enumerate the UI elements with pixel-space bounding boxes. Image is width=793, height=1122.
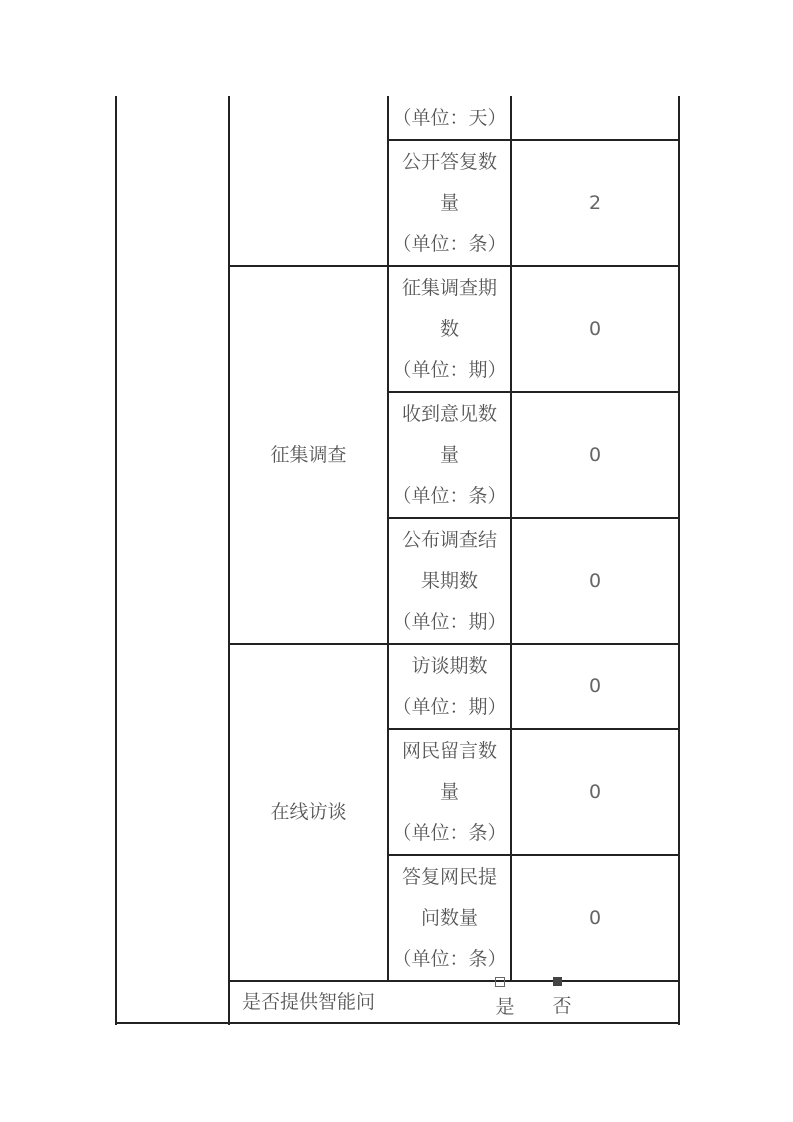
table-bottom-border bbox=[115, 1022, 680, 1024]
reply-days-unit-cell bbox=[389, 98, 510, 139]
label-line: 公布调查结 bbox=[401, 528, 497, 551]
unit-label: （单位：期） bbox=[392, 695, 507, 718]
option-yes-label: 是 bbox=[495, 995, 515, 1018]
label-line: 公开答复数 bbox=[401, 150, 497, 173]
interview-sessions-value: 0 bbox=[588, 675, 602, 697]
interview-group-label: 在线访谈 bbox=[270, 801, 347, 823]
label-line: 网民留言数 bbox=[401, 739, 497, 762]
unit-label: （单位：期） bbox=[392, 610, 507, 633]
interview-answers-label-cell bbox=[389, 856, 510, 980]
checkbox-empty-icon[interactable] bbox=[495, 977, 505, 987]
unit-label: （单位：条） bbox=[392, 232, 507, 255]
smart-qa-label: 是否提供智能问 bbox=[241, 990, 375, 1013]
unit-label: （单位：条） bbox=[392, 821, 507, 844]
label-line: 访谈期数 bbox=[411, 654, 488, 677]
public-reply-label-cell bbox=[389, 141, 510, 265]
survey-results-value: 0 bbox=[588, 569, 602, 592]
survey-issues-value: 0 bbox=[588, 317, 602, 340]
survey-issues-label-cell bbox=[389, 267, 510, 391]
label-line: 量 bbox=[439, 780, 459, 803]
label-line: 收到意见数 bbox=[401, 402, 497, 425]
interview-sessions-label-cell bbox=[389, 645, 510, 728]
label-line: 征集调查期 bbox=[401, 276, 497, 299]
label-line: 问数量 bbox=[420, 906, 478, 929]
unit-label: （单位：期） bbox=[392, 358, 507, 381]
unit-label: （单位：条） bbox=[392, 484, 507, 507]
survey-results-label-cell bbox=[389, 519, 510, 643]
option-yes[interactable] bbox=[495, 977, 514, 1028]
label-line: 数 bbox=[439, 317, 459, 340]
survey-opinions-value: 0 bbox=[588, 443, 602, 466]
interview-messages-value: 0 bbox=[588, 780, 602, 803]
label-line: 答复网民提 bbox=[401, 865, 497, 888]
public-reply-value: 2 bbox=[588, 191, 602, 214]
unit-label: （单位：条） bbox=[392, 947, 507, 970]
label-line: 量 bbox=[439, 443, 459, 466]
outer-right-border bbox=[678, 96, 680, 1025]
option-no[interactable] bbox=[553, 977, 572, 1027]
label-line: 量 bbox=[439, 191, 459, 214]
survey-group-label: 征集调查 bbox=[270, 443, 347, 466]
checkbox-checked-icon[interactable] bbox=[553, 977, 562, 986]
interview-messages-label-cell bbox=[389, 730, 510, 854]
smart-qa-options bbox=[389, 982, 678, 1022]
outer-left-border bbox=[115, 96, 117, 1025]
option-no-label: 否 bbox=[552, 995, 572, 1017]
survey-opinions-label-cell bbox=[389, 393, 510, 517]
label-line: 果期数 bbox=[420, 569, 478, 592]
unit-label: （单位：天） bbox=[392, 107, 507, 129]
interview-answers-value: 0 bbox=[588, 906, 602, 929]
